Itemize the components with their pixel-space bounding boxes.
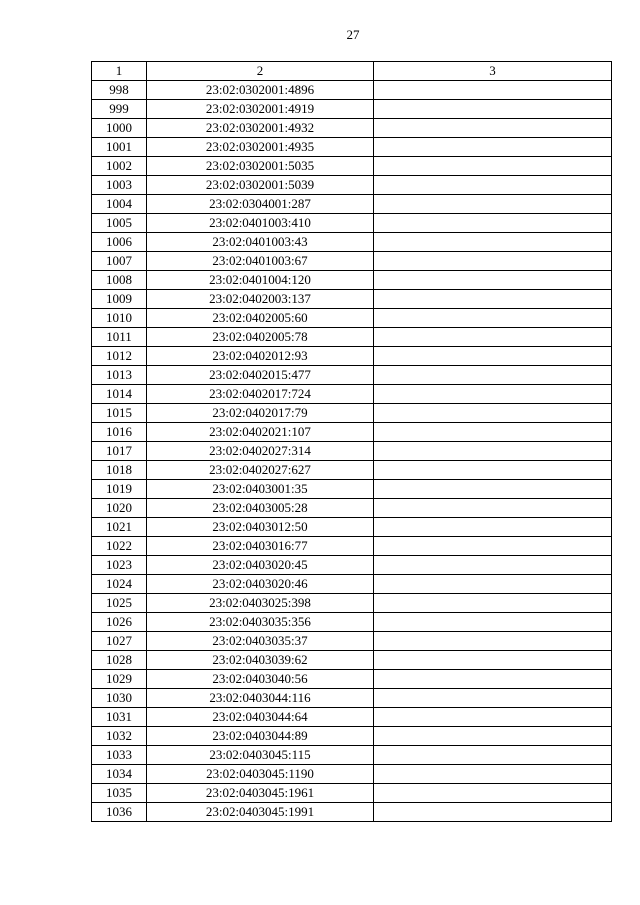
- col-3-cell: [374, 214, 612, 233]
- col-3-cell: [374, 651, 612, 670]
- cadastral-number-cell: 23:02:0302001:5035: [147, 157, 374, 176]
- col-3-cell: [374, 233, 612, 252]
- cadastral-number-cell: 23:02:0402027:627: [147, 461, 374, 480]
- row-number-cell: 1017: [92, 442, 147, 461]
- row-number-cell: 1019: [92, 480, 147, 499]
- cadastral-number-cell: 23:02:0304001:287: [147, 195, 374, 214]
- table-header: [92, 62, 612, 81]
- col-3-cell: [374, 423, 612, 442]
- col-3-cell: [374, 347, 612, 366]
- col-3-cell: [374, 594, 612, 613]
- page-number: 27: [346, 27, 360, 42]
- row-number-cell: 1015: [92, 404, 147, 423]
- cadastral-number-cell: 23:02:0403044:89: [147, 727, 374, 746]
- table-body: [92, 81, 612, 822]
- table-row: [92, 689, 612, 708]
- table-row: [92, 214, 612, 233]
- table-row: [92, 575, 612, 594]
- row-number-cell: 1016: [92, 423, 147, 442]
- row-number-cell: 1022: [92, 537, 147, 556]
- header-row: [92, 62, 612, 81]
- col-3-cell: [374, 632, 612, 651]
- table-row: [92, 556, 612, 575]
- row-number-cell: 1014: [92, 385, 147, 404]
- row-number-cell: 1032: [92, 727, 147, 746]
- table-row: [92, 784, 612, 803]
- col-3-cell: [374, 803, 612, 822]
- row-number-cell: 1018: [92, 461, 147, 480]
- table-row: [92, 157, 612, 176]
- row-number-cell: 1024: [92, 575, 147, 594]
- table-row: [92, 442, 612, 461]
- col-3-cell: [374, 537, 612, 556]
- row-number-cell: 1021: [92, 518, 147, 537]
- row-number-cell: 1008: [92, 271, 147, 290]
- cadastral-number-cell: 23:02:0302001:4919: [147, 100, 374, 119]
- row-number-cell: 999: [92, 100, 147, 119]
- table-row: [92, 119, 612, 138]
- cadastral-number-cell: 23:02:0402005:60: [147, 309, 374, 328]
- row-number-cell: 1020: [92, 499, 147, 518]
- row-number-cell: 1027: [92, 632, 147, 651]
- row-number-cell: 1000: [92, 119, 147, 138]
- col-3-cell: [374, 328, 612, 347]
- table-row: [92, 499, 612, 518]
- cadastral-number-cell: 23:02:0402021:107: [147, 423, 374, 442]
- col-3-cell: [374, 461, 612, 480]
- row-number-cell: 1030: [92, 689, 147, 708]
- col-3-cell: [374, 575, 612, 594]
- table-row: [92, 518, 612, 537]
- table-row: [92, 537, 612, 556]
- row-number-cell: 1036: [92, 803, 147, 822]
- table-row: [92, 271, 612, 290]
- data-table: [91, 61, 612, 822]
- table-row: [92, 328, 612, 347]
- col-3-cell: [374, 195, 612, 214]
- table-row: [92, 138, 612, 157]
- row-number-cell: 1031: [92, 708, 147, 727]
- cadastral-number-cell: 23:02:0403020:45: [147, 556, 374, 575]
- cadastral-number-cell: 23:02:0401003:67: [147, 252, 374, 271]
- col-3-cell: [374, 689, 612, 708]
- row-number-cell: 1028: [92, 651, 147, 670]
- cadastral-number-cell: 23:02:0403045:1961: [147, 784, 374, 803]
- col-3-cell: [374, 290, 612, 309]
- cadastral-number-cell: 23:02:0403035:37: [147, 632, 374, 651]
- col-3-cell: [374, 613, 612, 632]
- cadastral-number-cell: 23:02:0402017:724: [147, 385, 374, 404]
- col-3-cell: [374, 518, 612, 537]
- col-3-cell: [374, 100, 612, 119]
- row-number-cell: 1007: [92, 252, 147, 271]
- row-number-cell: 1023: [92, 556, 147, 575]
- cadastral-number-cell: 23:02:0302001:5039: [147, 176, 374, 195]
- col-3-cell: [374, 670, 612, 689]
- table-row: [92, 404, 612, 423]
- row-number-cell: 1011: [92, 328, 147, 347]
- cadastral-number-cell: 23:02:0403020:46: [147, 575, 374, 594]
- row-number-cell: 1034: [92, 765, 147, 784]
- col-3-cell: [374, 442, 612, 461]
- table-row: [92, 594, 612, 613]
- table-row: [92, 176, 612, 195]
- cadastral-number-cell: 23:02:0302001:4896: [147, 81, 374, 100]
- col-3-cell: [374, 176, 612, 195]
- row-number-cell: 1025: [92, 594, 147, 613]
- cadastral-number-cell: 23:02:0402012:93: [147, 347, 374, 366]
- row-number-cell: 1003: [92, 176, 147, 195]
- table-row: [92, 366, 612, 385]
- row-number-cell: 1035: [92, 784, 147, 803]
- row-number-cell: 1005: [92, 214, 147, 233]
- cadastral-number-cell: 23:02:0403040:56: [147, 670, 374, 689]
- col-3-cell: [374, 480, 612, 499]
- col-3-cell: [374, 138, 612, 157]
- table-row: [92, 252, 612, 271]
- row-number-cell: 1004: [92, 195, 147, 214]
- col-3-cell: [374, 81, 612, 100]
- table-row: [92, 195, 612, 214]
- table-row: [92, 651, 612, 670]
- cadastral-number-cell: 23:02:0403012:50: [147, 518, 374, 537]
- header-col-1: 1: [92, 62, 147, 81]
- table-row: [92, 632, 612, 651]
- cadastral-number-cell: 23:02:0402005:78: [147, 328, 374, 347]
- col-3-cell: [374, 727, 612, 746]
- col-3-cell: [374, 404, 612, 423]
- table-row: [92, 100, 612, 119]
- col-3-cell: [374, 252, 612, 271]
- row-number-cell: 1001: [92, 138, 147, 157]
- cadastral-number-cell: 23:02:0402027:314: [147, 442, 374, 461]
- row-number-cell: 1009: [92, 290, 147, 309]
- col-3-cell: [374, 119, 612, 138]
- header-col-3: 3: [374, 62, 612, 81]
- col-3-cell: [374, 708, 612, 727]
- table-row: [92, 480, 612, 499]
- table-row: [92, 461, 612, 480]
- row-number-cell: 1013: [92, 366, 147, 385]
- col-3-cell: [374, 271, 612, 290]
- cadastral-number-cell: 23:02:0403045:1991: [147, 803, 374, 822]
- col-3-cell: [374, 765, 612, 784]
- cadastral-number-cell: 23:02:0402015:477: [147, 366, 374, 385]
- cadastral-number-cell: 23:02:0403044:64: [147, 708, 374, 727]
- cadastral-number-cell: 23:02:0403005:28: [147, 499, 374, 518]
- row-number-cell: 1006: [92, 233, 147, 252]
- table-row: [92, 347, 612, 366]
- row-number-cell: 1033: [92, 746, 147, 765]
- cadastral-number-cell: 23:02:0403001:35: [147, 480, 374, 499]
- table-row: [92, 290, 612, 309]
- col-3-cell: [374, 366, 612, 385]
- table-row: [92, 765, 612, 784]
- col-3-cell: [374, 556, 612, 575]
- table-row: [92, 670, 612, 689]
- cadastral-number-cell: 23:02:0302001:4935: [147, 138, 374, 157]
- header-col-2: 2: [147, 62, 374, 81]
- col-3-cell: [374, 746, 612, 765]
- row-number-cell: 1010: [92, 309, 147, 328]
- cadastral-number-cell: 23:02:0403044:116: [147, 689, 374, 708]
- col-3-cell: [374, 157, 612, 176]
- table-row: [92, 385, 612, 404]
- cadastral-number-cell: 23:02:0403045:1190: [147, 765, 374, 784]
- row-number-cell: 998: [92, 81, 147, 100]
- row-number-cell: 1002: [92, 157, 147, 176]
- row-number-cell: 1029: [92, 670, 147, 689]
- cadastral-number-cell: 23:02:0402017:79: [147, 404, 374, 423]
- table-row: [92, 803, 612, 822]
- cadastral-number-cell: 23:02:0403035:356: [147, 613, 374, 632]
- table-row: [92, 233, 612, 252]
- row-number-cell: 1012: [92, 347, 147, 366]
- table-row: [92, 423, 612, 442]
- col-3-cell: [374, 385, 612, 404]
- cadastral-number-cell: 23:02:0403016:77: [147, 537, 374, 556]
- table-row: [92, 613, 612, 632]
- cadastral-number-cell: 23:02:0401003:43: [147, 233, 374, 252]
- col-3-cell: [374, 499, 612, 518]
- table-row: [92, 727, 612, 746]
- cadastral-number-cell: 23:02:0403025:398: [147, 594, 374, 613]
- col-3-cell: [374, 784, 612, 803]
- table-row: [92, 746, 612, 765]
- cadastral-number-cell: 23:02:0402003:137: [147, 290, 374, 309]
- cadastral-number-cell: 23:02:0302001:4932: [147, 119, 374, 138]
- cadastral-number-cell: 23:02:0401004:120: [147, 271, 374, 290]
- row-number-cell: 1026: [92, 613, 147, 632]
- cadastral-number-cell: 23:02:0403045:115: [147, 746, 374, 765]
- cadastral-number-cell: 23:02:0403039:62: [147, 651, 374, 670]
- table-row: [92, 81, 612, 100]
- table-row: [92, 309, 612, 328]
- table-row: [92, 708, 612, 727]
- cadastral-number-cell: 23:02:0401003:410: [147, 214, 374, 233]
- col-3-cell: [374, 309, 612, 328]
